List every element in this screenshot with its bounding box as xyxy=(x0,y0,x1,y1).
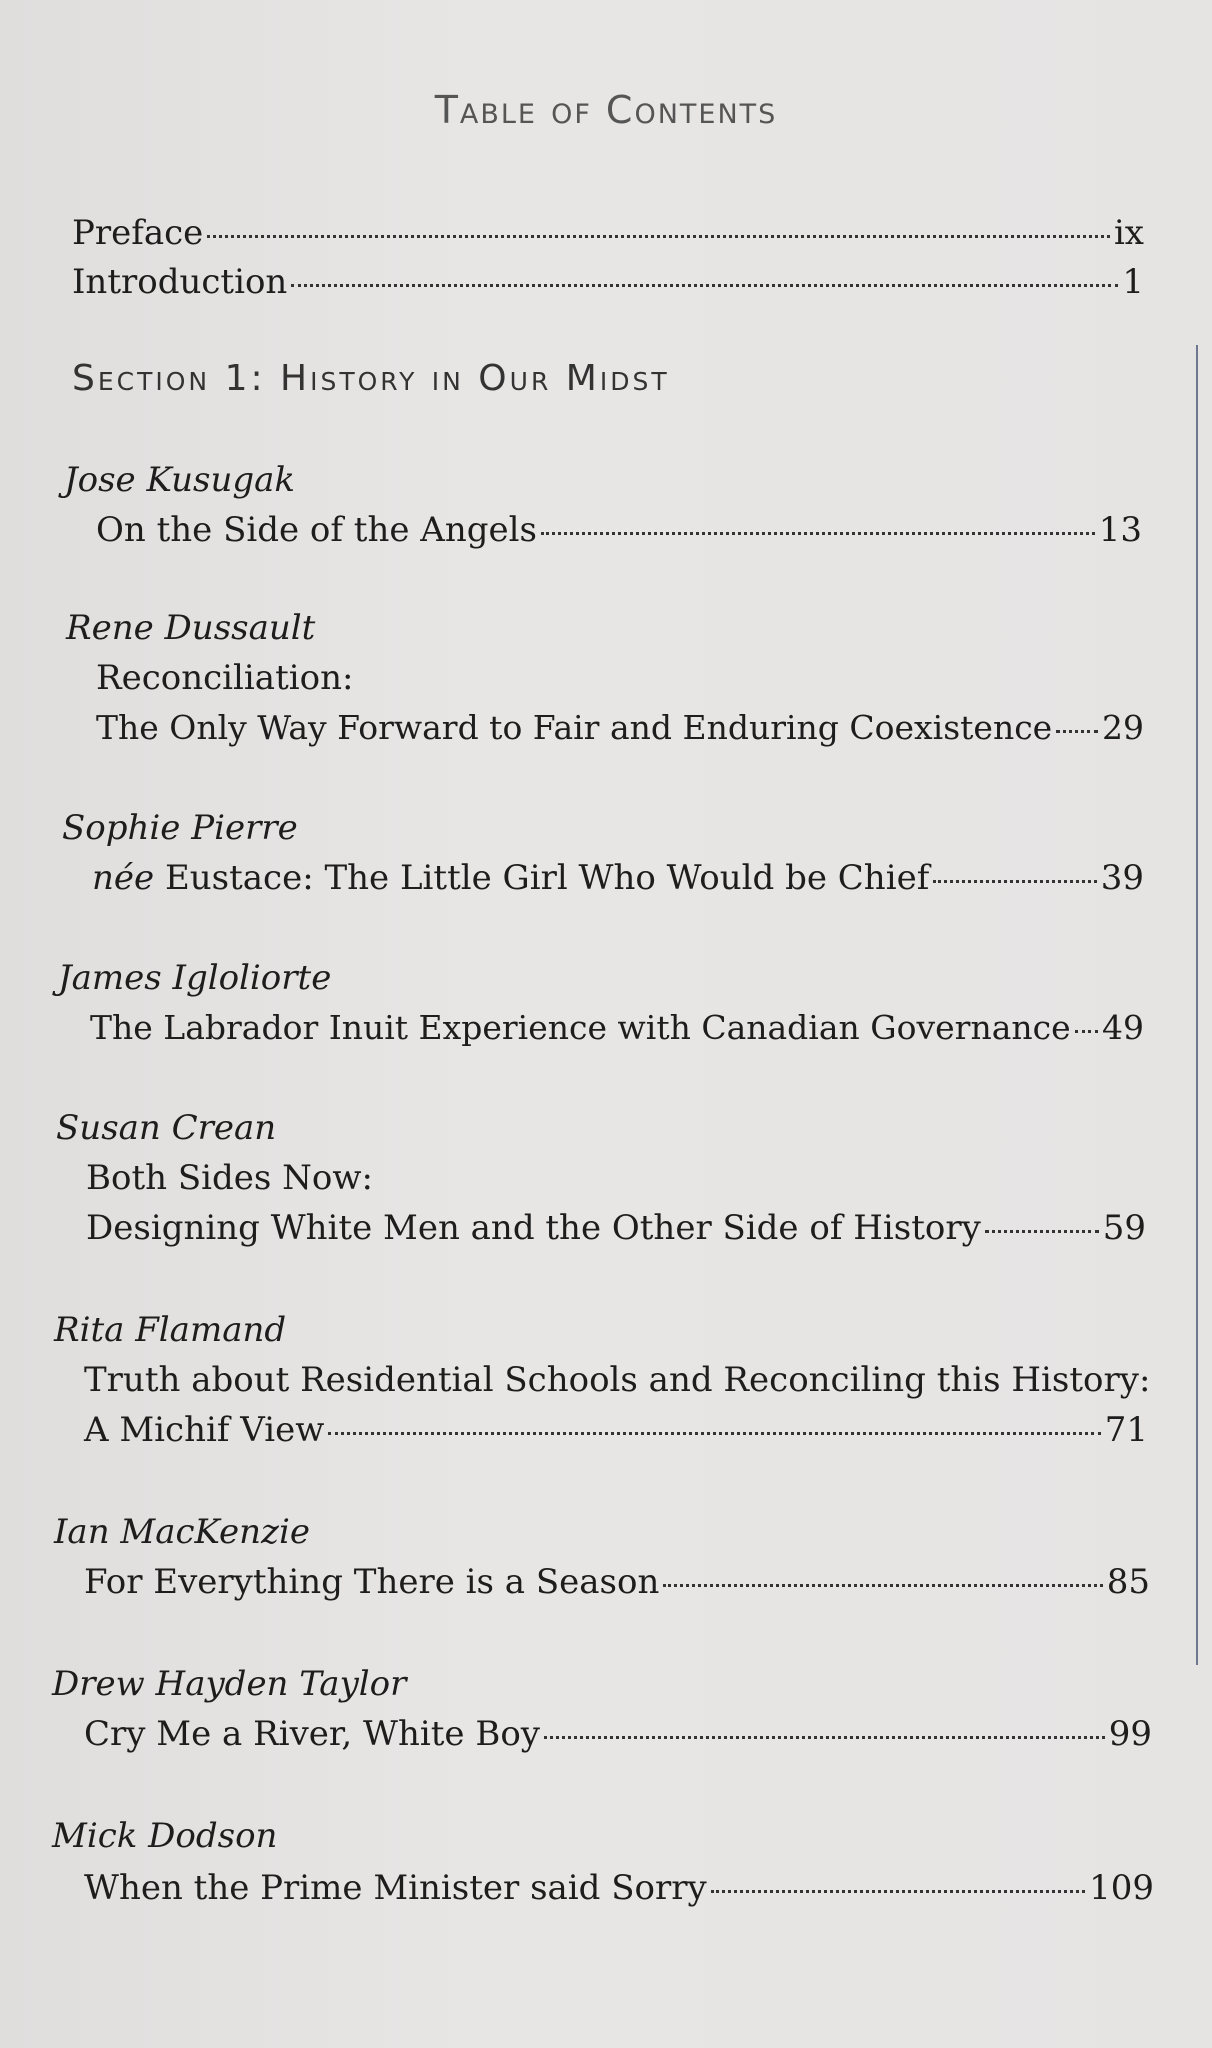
entry-author: James Igloliorte xyxy=(58,958,332,998)
toc-title xyxy=(92,858,929,898)
toc-row-preface[interactable] xyxy=(72,213,1144,253)
toc-page-number: 29 xyxy=(1102,708,1144,747)
toc-title: Designing White Men and the Other Side of History xyxy=(86,1208,981,1248)
title-text: Eustace: The Little Girl Who Would be Chief xyxy=(154,858,930,898)
toc-title: Preface xyxy=(72,213,204,253)
dot-leader xyxy=(291,284,1118,287)
dot-leader xyxy=(328,1432,1100,1435)
toc-row[interactable] xyxy=(96,510,1142,550)
dot-leader xyxy=(1075,1030,1098,1033)
toc-page-number: 13 xyxy=(1098,510,1142,550)
toc-page-number: 71 xyxy=(1104,1410,1148,1450)
toc-page-number: 59 xyxy=(1102,1208,1146,1248)
entry-author: Drew Hayden Taylor xyxy=(52,1664,407,1704)
toc-title: When the Prime Minister said Sorry xyxy=(84,1868,707,1908)
entry-author: Ian MacKenzie xyxy=(54,1512,310,1552)
toc-page-number: 1 xyxy=(1122,262,1144,302)
section-heading: Section 1: History in Our Midst xyxy=(72,358,670,399)
dot-leader xyxy=(711,1890,1085,1893)
dot-leader xyxy=(933,880,1096,883)
page-edge-line xyxy=(1196,345,1198,1665)
toc-row[interactable] xyxy=(86,1208,1146,1248)
toc-title: For Everything There is a Season xyxy=(84,1562,660,1602)
toc-row[interactable] xyxy=(90,1008,1144,1047)
toc-page-number: 85 xyxy=(1106,1562,1150,1602)
dot-leader xyxy=(207,235,1110,238)
toc-row[interactable] xyxy=(96,708,1144,747)
toc-row-introduction[interactable] xyxy=(72,262,1144,302)
entry-subtitle-line: Truth about Residential Schools and Reconciling this History: xyxy=(84,1360,1151,1400)
toc-title: A Michif View xyxy=(84,1410,325,1450)
dot-leader xyxy=(1056,730,1098,733)
dot-leader xyxy=(663,1584,1102,1587)
toc-title: The Only Way Forward to Fair and Enduring Coexistence xyxy=(96,708,1053,747)
toc-title: Cry Me a River, White Boy xyxy=(84,1714,541,1754)
entry-subtitle-line: Reconciliation: xyxy=(96,658,354,698)
toc-page-number: 39 xyxy=(1100,858,1144,898)
toc-page-number: ix xyxy=(1113,213,1144,253)
entry-author: Mick Dodson xyxy=(52,1816,278,1856)
toc-row[interactable] xyxy=(84,1714,1152,1754)
entry-subtitle-line: Both Sides Now: xyxy=(86,1158,373,1198)
toc-page-number: 109 xyxy=(1089,1868,1154,1908)
title-prefix-italic: née xyxy=(92,858,155,898)
toc-row[interactable] xyxy=(92,858,1144,898)
entry-author: Rene Dussault xyxy=(66,608,316,648)
toc-row[interactable] xyxy=(84,1868,1154,1908)
toc-page-number: 49 xyxy=(1102,1008,1144,1047)
entry-author: Sophie Pierre xyxy=(62,808,298,848)
toc-title: On the Side of the Angels xyxy=(96,510,537,550)
dot-leader xyxy=(985,1230,1099,1233)
dot-leader xyxy=(541,532,1095,535)
dot-leader xyxy=(544,1736,1105,1739)
entry-author: Susan Crean xyxy=(56,1108,277,1148)
toc-row[interactable] xyxy=(84,1562,1150,1602)
toc-page-number: 99 xyxy=(1108,1714,1152,1754)
page-title: Table of Contents xyxy=(434,88,778,132)
toc-title: The Labrador Inuit Experience with Canadian Governance xyxy=(90,1008,1071,1047)
toc-row[interactable] xyxy=(84,1410,1148,1450)
toc-title: Introduction xyxy=(72,262,288,302)
entry-author: Jose Kusugak xyxy=(64,460,296,500)
entry-author: Rita Flamand xyxy=(54,1310,287,1350)
